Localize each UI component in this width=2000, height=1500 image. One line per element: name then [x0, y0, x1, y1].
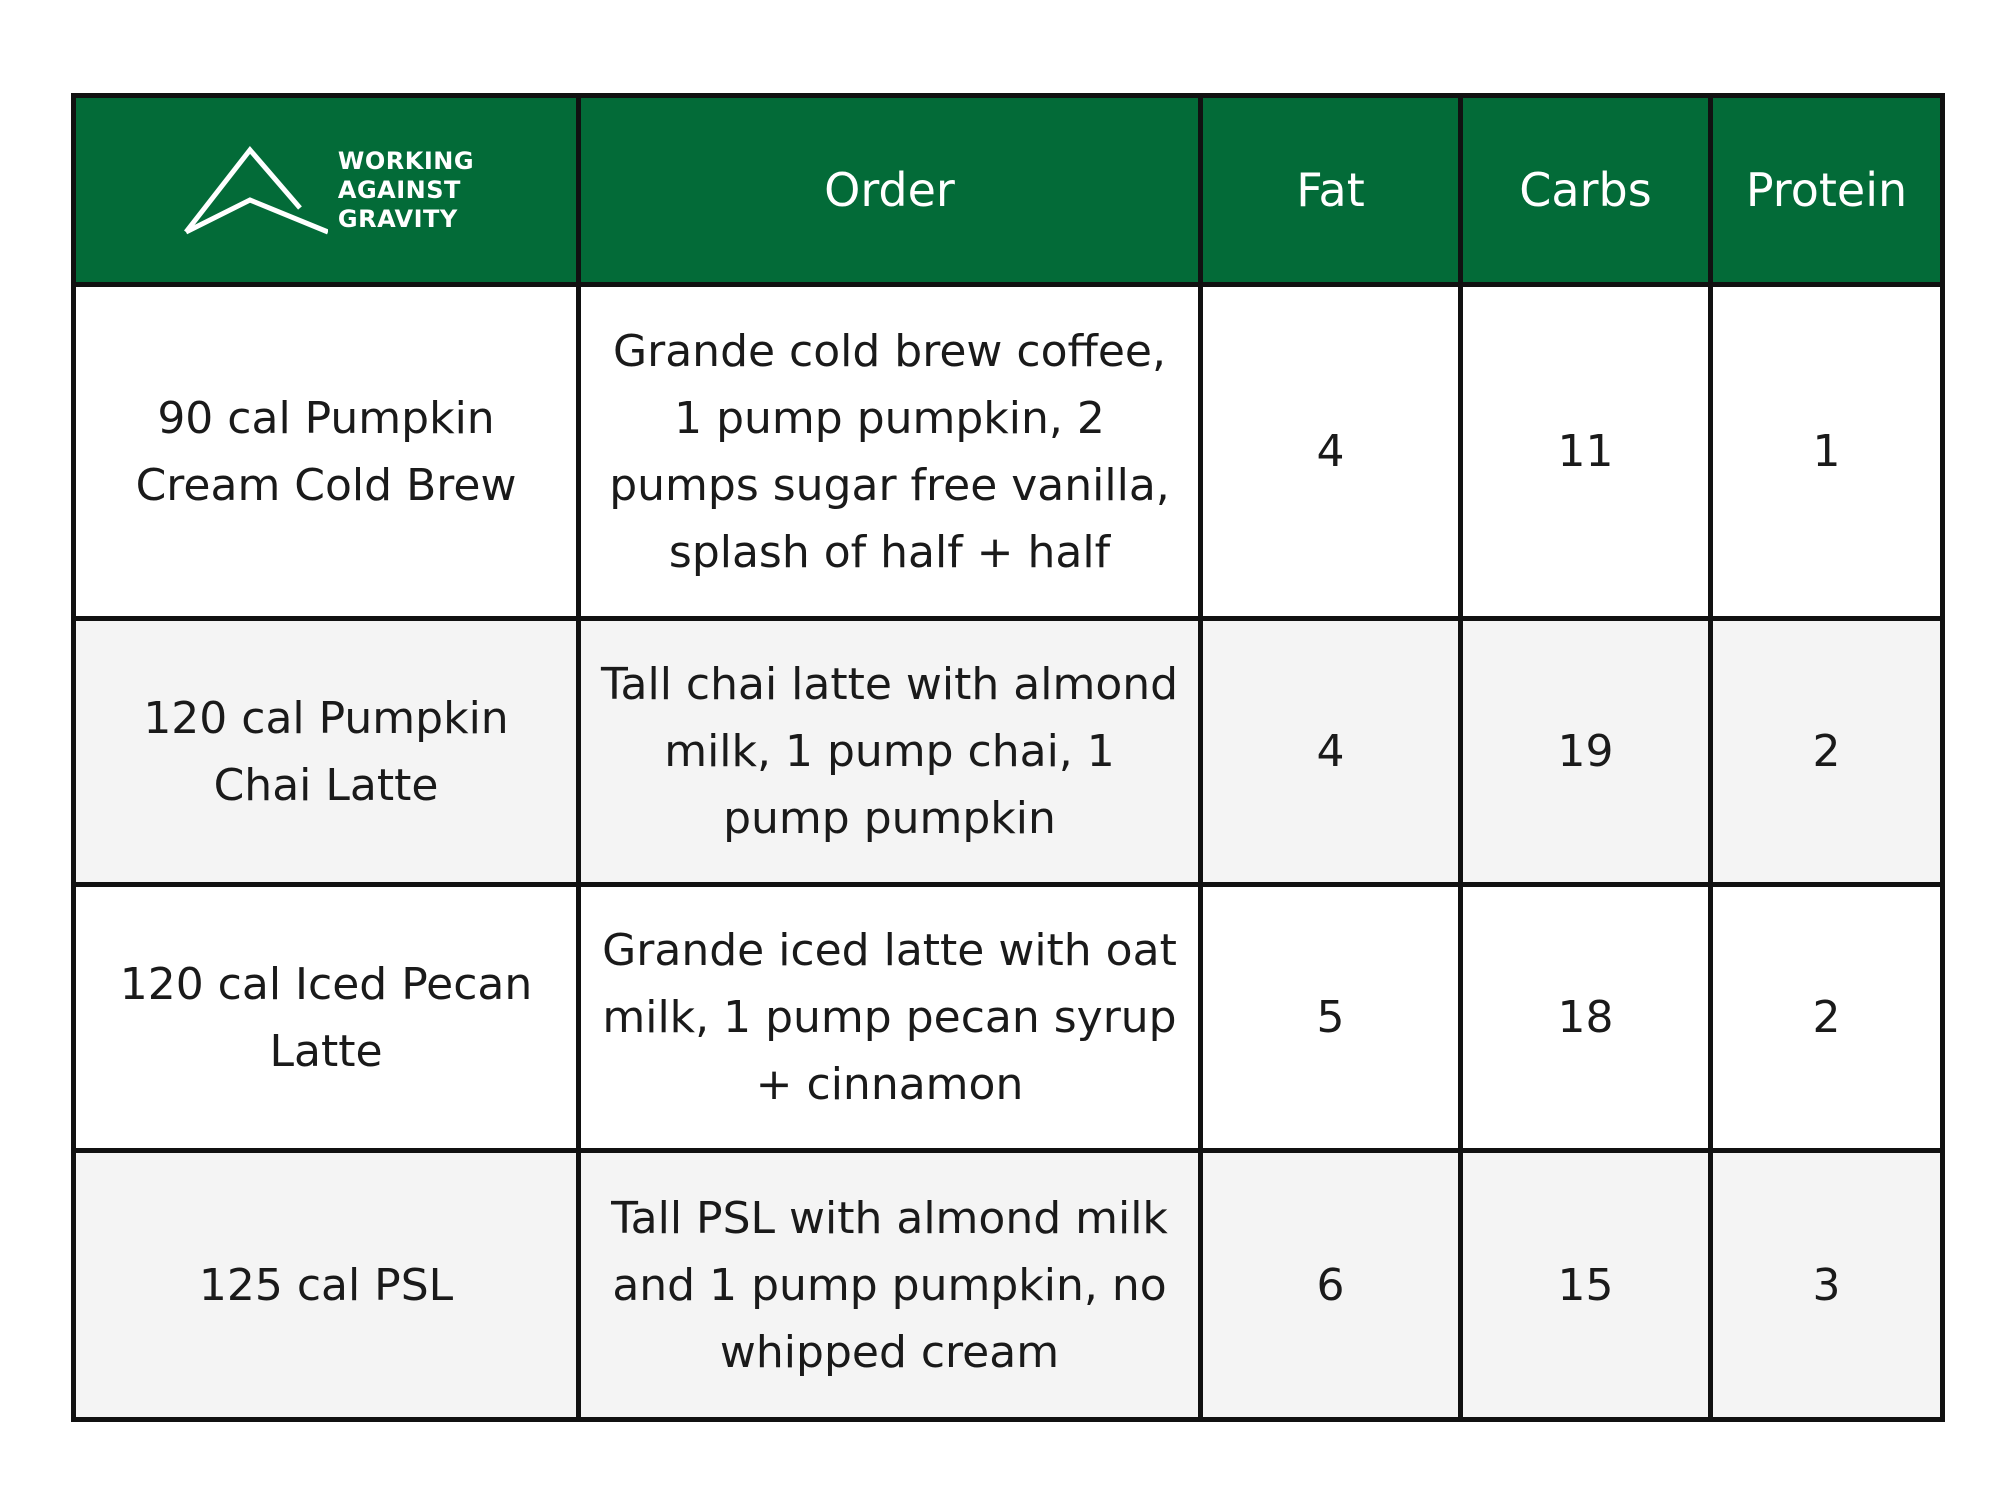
drink-order: Grande iced latte with oat milk, 1 pump pecan syrup + cinnamon [579, 885, 1201, 1151]
mountain-peak-icon [178, 140, 328, 240]
drink-name: 120 cal Iced Pecan Latte [74, 885, 579, 1151]
brand-line-2: AGAINST [337, 175, 461, 204]
drink-carbs: 11 [1461, 285, 1711, 619]
brand-wordmark [338, 147, 474, 234]
header-row [74, 96, 1943, 285]
drink-protein: 2 [1711, 885, 1943, 1151]
table-body [74, 285, 1943, 1420]
brand-line-1: WORKING [337, 146, 475, 175]
brand-logo [92, 140, 560, 240]
table-row [74, 1151, 1943, 1420]
drink-carbs: 15 [1461, 1151, 1711, 1420]
macro-table [71, 93, 1945, 1422]
header-logo-cell [74, 96, 579, 285]
drink-carbs: 18 [1461, 885, 1711, 1151]
drink-fat: 4 [1201, 619, 1461, 885]
table-row [74, 885, 1943, 1151]
drink-name: 120 cal Pumpkin Chai Latte [74, 619, 579, 885]
drink-fat: 5 [1201, 885, 1461, 1151]
header-carbs: Carbs [1461, 96, 1711, 285]
drink-fat: 4 [1201, 285, 1461, 619]
header-fat: Fat [1201, 96, 1461, 285]
drink-fat: 6 [1201, 1151, 1461, 1420]
drink-order: Tall chai latte with almond milk, 1 pump chai, 1 pump pumpkin [579, 619, 1201, 885]
table-row [74, 619, 1943, 885]
brand-line-3: GRAVITY [337, 204, 458, 233]
drink-name: 125 cal PSL [74, 1151, 579, 1420]
drink-order: Tall PSL with almond milk and 1 pump pumpkin, no whipped cream [579, 1151, 1201, 1420]
drink-carbs: 19 [1461, 619, 1711, 885]
header-order: Order [579, 96, 1201, 285]
table-header [74, 96, 1943, 285]
drink-order: Grande cold brew coffee, 1 pump pumpkin, 2 pumps sugar free vanilla, splash of half + half [579, 285, 1201, 619]
header-protein: Protein [1711, 96, 1943, 285]
table-row [74, 285, 1943, 619]
drink-protein: 2 [1711, 619, 1943, 885]
drink-name: 90 cal Pumpkin Cream Cold Brew [74, 285, 579, 619]
drink-protein: 1 [1711, 285, 1943, 619]
drink-protein: 3 [1711, 1151, 1943, 1420]
